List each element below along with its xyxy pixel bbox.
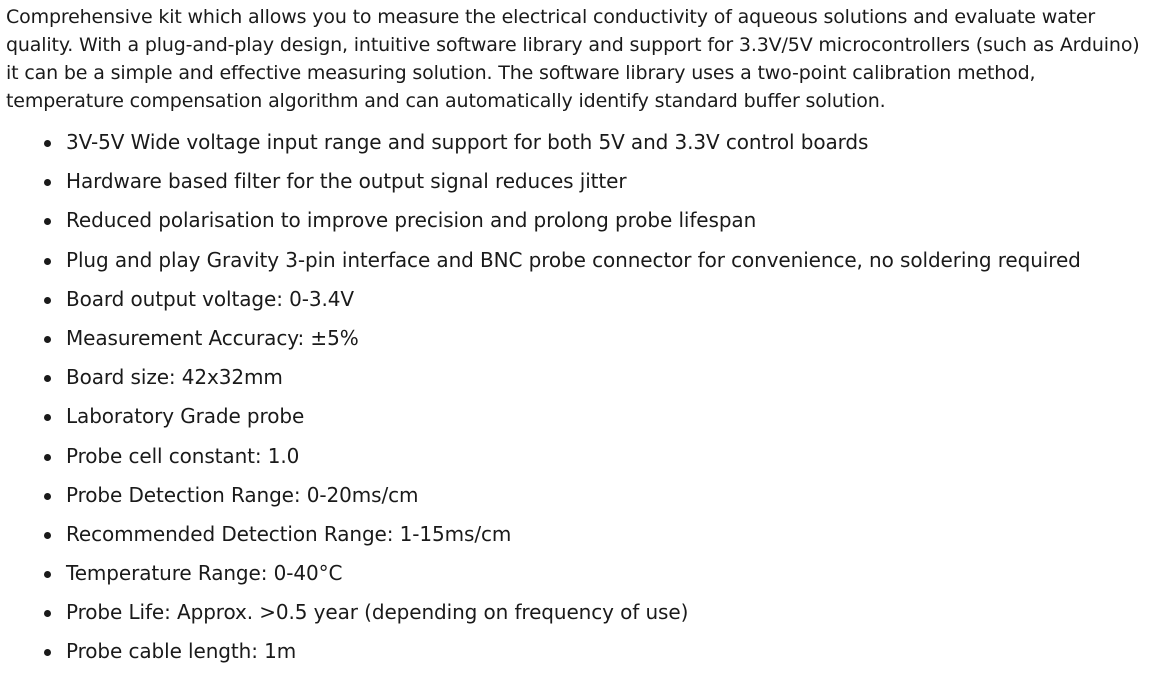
bullet-icon — [44, 297, 51, 304]
feature-list-item — [6, 364, 1145, 403]
bullet-icon — [44, 532, 51, 539]
feature-list-item — [6, 325, 1145, 364]
feature-list-item — [6, 443, 1145, 482]
description-paragraph: Comprehensive kit which allows you to measure the electrical conductivity of aqueous solutions and evaluate water quality. With a plug-and-play design, intuitive software library and support for 3.3V/5V microcontrollers (such as Arduino) it can be a simple and effective measuring solution. The software library uses a two-point calibration method, temperature compensation algorithm and can automatically identify standard buffer solution. — [6, 6, 1140, 112]
bullet-icon — [44, 493, 51, 500]
bullet-icon — [44, 179, 51, 186]
feature-text: Temperature Range: 0-40°C — [66, 561, 343, 586]
feature-list-item — [6, 521, 1145, 560]
bullet-icon — [44, 454, 51, 461]
feature-list-item — [6, 560, 1145, 599]
feature-text: Probe Detection Range: 0-20ms/cm — [66, 482, 419, 507]
bullet-icon — [44, 375, 51, 382]
feature-list-item — [6, 286, 1145, 325]
bullet-icon — [44, 218, 51, 225]
feature-text: Probe cable length: 1m — [66, 639, 297, 664]
bullet-icon — [44, 610, 51, 617]
feature-text: Reduced polarisation to improve precision and prolong probe lifespan — [66, 208, 757, 233]
bullet-icon — [44, 258, 51, 265]
bullet-icon — [44, 571, 51, 578]
bullet-icon — [44, 336, 51, 343]
feature-text: Board output voltage: 0-3.4V — [66, 286, 354, 311]
feature-text: Hardware based filter for the output signal reduces jitter — [66, 169, 627, 194]
bullet-icon — [44, 140, 51, 147]
feature-list-item — [6, 247, 1145, 286]
feature-text: Recommended Detection Range: 1-15ms/cm — [66, 521, 512, 546]
feature-text: 3V-5V Wide voltage input range and support for both 5V and 3.3V control boards — [66, 130, 869, 154]
bullet-icon — [44, 649, 51, 656]
feature-text: Probe Life: Approx. >0.5 year (depending on frequency of use) — [66, 600, 689, 625]
feature-text: Plug and play Gravity 3-pin interface and BNC probe connector for convenience, no soldering required — [66, 247, 1081, 272]
feature-text: Measurement Accuracy: ±5% — [66, 325, 359, 350]
feature-text: Probe cell constant: 1.0 — [66, 443, 300, 468]
feature-list-item — [6, 403, 1145, 442]
feature-text: Laboratory Grade probe — [66, 404, 305, 429]
feature-list-item — [6, 638, 1145, 677]
feature-list-item — [6, 482, 1145, 521]
feature-list-item — [6, 207, 1145, 246]
feature-text: Board size: 42x32mm — [66, 365, 283, 390]
feature-list-item — [6, 129, 1145, 168]
feature-list-item — [6, 168, 1145, 207]
feature-list — [6, 129, 1145, 678]
feature-list-item — [6, 599, 1145, 638]
bullet-icon — [44, 414, 51, 421]
